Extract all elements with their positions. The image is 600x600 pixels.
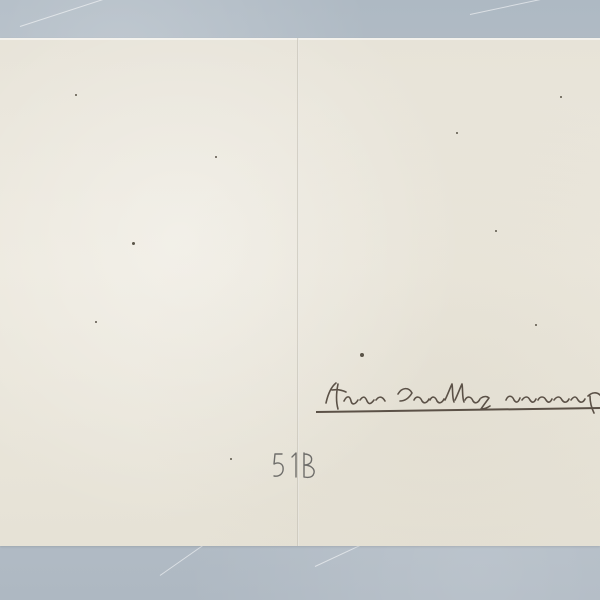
paper-speck (535, 324, 537, 326)
paper-speck (215, 156, 217, 158)
archive-number (270, 448, 320, 482)
background-scratch (470, 0, 578, 15)
paper-speck (560, 96, 562, 98)
pencil-number (270, 448, 320, 482)
paper-speck (456, 132, 458, 134)
paper-edge (0, 38, 600, 40)
archive-number-text: 5 (270, 448, 271, 449)
paper-speck (95, 321, 97, 323)
background-scratch (20, 0, 106, 27)
paper-speck (495, 230, 497, 232)
paper-speck (75, 94, 77, 96)
paper-speck (230, 458, 232, 460)
paper-speck (132, 242, 135, 245)
paper-speck (360, 353, 364, 357)
